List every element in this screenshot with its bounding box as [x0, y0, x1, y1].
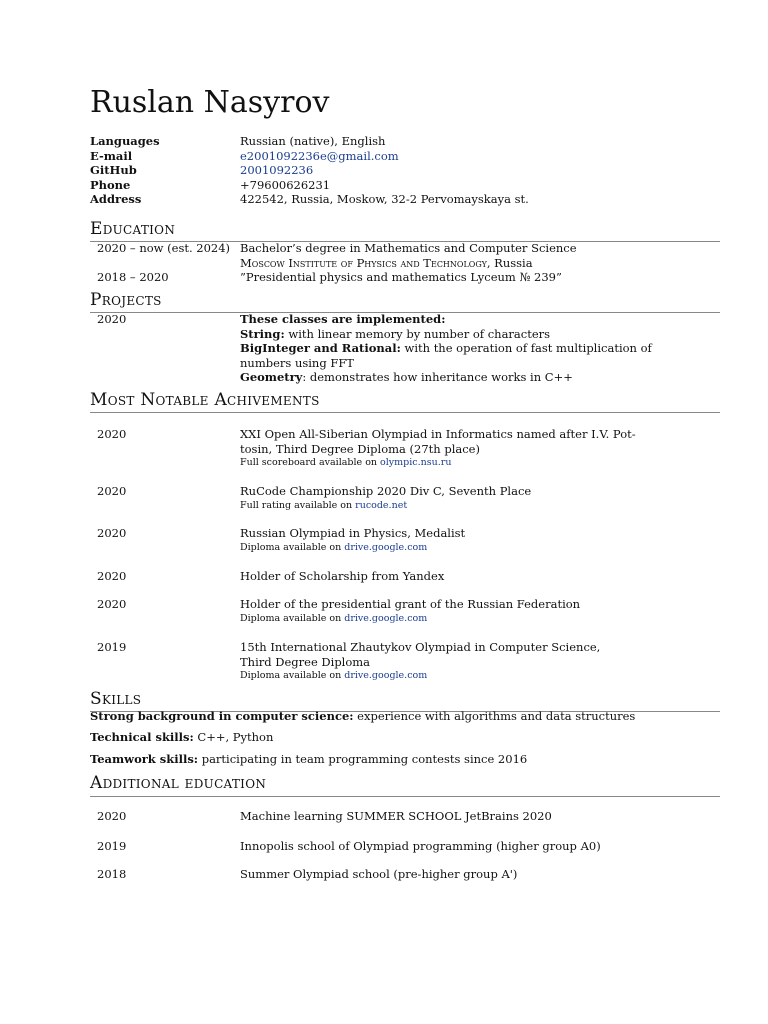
entry-date: 2019: [97, 640, 127, 654]
education-entry: [90, 270, 720, 285]
project-label: Geometry: [240, 370, 303, 384]
projects-intro: These classes are implemented:: [240, 312, 446, 326]
entry-content: [240, 484, 660, 512]
entry-date: 2020: [97, 569, 127, 583]
entry-content: [240, 640, 660, 682]
additional-education-heading: Additional education: [90, 773, 267, 793]
note-text: Full rating available on: [240, 499, 356, 511]
institution-line: [240, 256, 660, 271]
entry-content: [240, 312, 660, 385]
project-item: [240, 370, 660, 385]
note-text: Diploma available on: [240, 612, 345, 624]
section-divider: [90, 412, 720, 413]
project-label: BigInteger and Rational:: [240, 341, 401, 355]
entry-content: [240, 597, 660, 625]
skill-item: [90, 709, 730, 724]
entry-date: 2018: [97, 867, 127, 881]
entry-date: 2020: [97, 312, 127, 326]
personal-info: [90, 134, 529, 207]
note-text: Full scoreboard available on: [240, 457, 381, 468]
skill-text: participating in team programming contests since 2016: [198, 752, 528, 766]
info-key: E-mail: [90, 148, 133, 163]
skill-item: [90, 752, 730, 767]
entry-content: Machine learning SUMMER SCHOOL JetBrains 2020: [240, 809, 552, 823]
achievement-entry: [90, 640, 720, 682]
info-row-email: [90, 149, 529, 164]
achievement-text: RuCode Championship 2020 Div C, Seventh Place: [240, 484, 532, 498]
additional-entry: [90, 867, 720, 882]
info-row-phone: [90, 178, 529, 193]
email-link[interactable]: e2001092236e@gmail.com: [240, 148, 399, 163]
projects-entry: [90, 312, 720, 385]
entry-date: 2020: [97, 809, 127, 823]
entry-content: [240, 569, 660, 584]
info-row-github: [90, 163, 529, 178]
skill-label: Technical skills:: [90, 730, 194, 744]
entry-content: [240, 241, 660, 270]
skill-label: Strong background in computer science:: [90, 709, 354, 723]
achievement-text: Russian Olympiad in Physics, Medalist: [240, 526, 466, 540]
project-text: with linear memory by number of characters: [284, 326, 551, 341]
achievement-text: Holder of Scholarship from Yandex: [240, 569, 445, 583]
entry-date: 2020: [97, 427, 127, 441]
achievement-entry: [90, 484, 720, 512]
achievement-text: XXI Open All-Siberian Olympiad in Informatics named after I.V. Pot-: [240, 427, 636, 441]
achievement-entry: [90, 526, 720, 554]
project-text: with the operation of fast multiplication of: [400, 341, 652, 355]
entry-date: 2020: [97, 526, 127, 540]
info-key: Address: [90, 192, 142, 206]
resume-name: Ruslan Nasyrov: [90, 85, 330, 120]
achievement-text: 15th International Zhautykov Olympiad in Computer Science,: [240, 640, 601, 654]
info-value: 422542, Russia, Moskow, 32-2 Pervomayskaya st.: [240, 192, 529, 206]
section-divider: [90, 796, 720, 797]
skill-text: C++, Python: [193, 730, 274, 744]
skills-heading: Skills: [90, 689, 142, 709]
entry-content: [240, 427, 660, 469]
achievement-entry: [90, 427, 720, 469]
achievement-text: Holder of the presidential grant of the Russian Federation: [240, 597, 581, 611]
additional-entry: [90, 839, 720, 854]
achievement-text: Third Degree Diploma: [240, 654, 371, 669]
projects-heading: Projects: [90, 290, 162, 310]
skill-item: [90, 730, 730, 745]
achievement-note: [240, 541, 660, 554]
project-item: [240, 341, 660, 356]
entry-date: 2018 – 2020: [97, 270, 169, 284]
entry-date: 2020: [97, 597, 127, 611]
skill-label: Teamwork skills:: [90, 752, 199, 766]
entry-date: 2020 – now (est. 2024): [97, 241, 231, 255]
degree-text: Bachelor’s degree in Mathematics and Computer Science: [240, 241, 577, 255]
info-value: +79600626231: [240, 177, 331, 192]
achievement-note: [240, 456, 660, 469]
achievement-entry: [90, 597, 720, 625]
info-key: Languages: [90, 134, 160, 148]
note-text: Diploma available on: [240, 670, 345, 681]
project-text: numbers using FFT: [240, 355, 354, 370]
project-text: : demonstrates how inheritance works in C++: [302, 370, 573, 384]
olympic-link[interactable]: olympic.nsu.ru: [380, 457, 452, 468]
note-text: Diploma available on: [240, 541, 345, 553]
info-key: GitHub: [90, 163, 137, 177]
entry-date: 2019: [97, 839, 127, 853]
drive-link[interactable]: drive.google.com: [344, 670, 428, 681]
education-entry: [90, 241, 720, 270]
achievements-heading: Most Notable Achivements: [90, 390, 320, 410]
entry-content: ”Presidential physics and mathematics Lyceum № 239”: [240, 270, 562, 284]
info-key: Phone: [90, 177, 131, 192]
entry-content: Summer Olympiad school (pre-higher group A'): [240, 867, 518, 881]
achievement-note: [240, 612, 660, 625]
skill-text: experience with algorithms and data structures: [353, 709, 636, 723]
achievement-note: [240, 669, 660, 682]
project-item: [240, 356, 660, 371]
achievement-text: tosin, Third Degree Diploma (27th place): [240, 441, 480, 456]
institution-name: Moscow Institute of Physics and Technology: [240, 255, 487, 270]
additional-entry: [90, 809, 720, 824]
drive-link[interactable]: drive.google.com: [344, 612, 428, 624]
entry-date: 2020: [97, 484, 127, 498]
rucode-link[interactable]: rucode.net: [355, 499, 408, 511]
info-value: Russian (native), English: [240, 134, 386, 148]
entry-content: [240, 526, 660, 554]
entry-content: Innopolis school of Olympiad programming (higher group A0): [240, 839, 601, 853]
drive-link[interactable]: drive.google.com: [344, 541, 428, 553]
project-label: String:: [240, 326, 285, 341]
education-heading: Education: [90, 219, 176, 239]
achievement-entry: [90, 569, 720, 584]
achievement-note: [240, 499, 660, 512]
institution-country: , Russia: [486, 255, 533, 270]
info-row-address: [90, 192, 529, 207]
info-row-languages: [90, 134, 529, 149]
github-link[interactable]: 2001092236: [240, 163, 314, 177]
project-item: [240, 327, 660, 342]
